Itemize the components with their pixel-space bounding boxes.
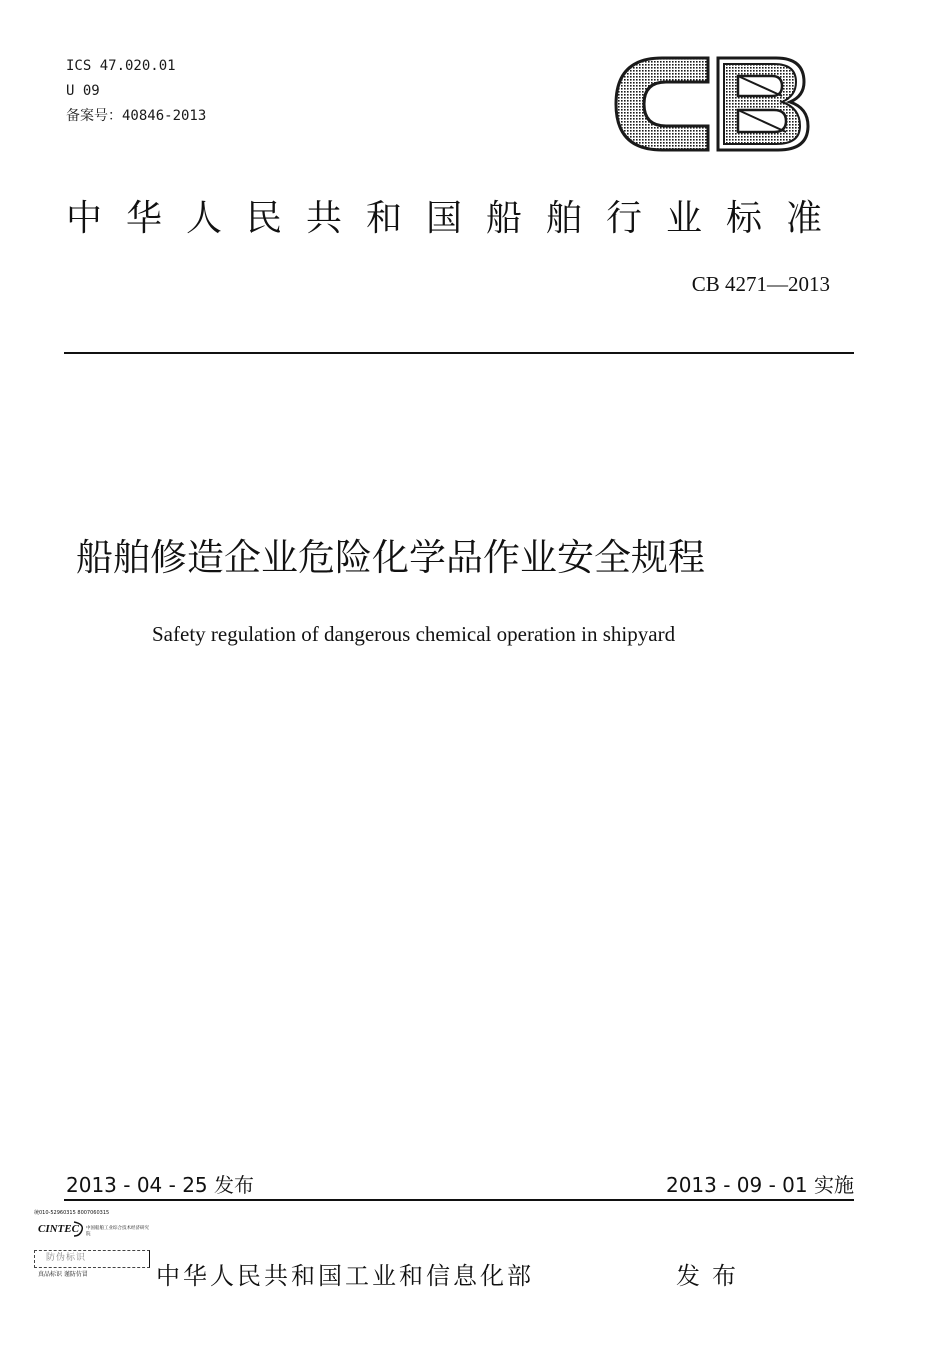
- anti-counterfeit-stamp: [32, 1208, 154, 1288]
- standard-number: CB 4271—2013: [691, 272, 830, 296]
- stamp-swoosh-icon: [72, 1220, 84, 1238]
- stamp-caption: 真品标识 谨防仿冒: [38, 1271, 88, 1278]
- stamp-label: 防伪标识: [46, 1253, 87, 1263]
- industry-standard-title: 中华人民共和国船舶行业标准: [66, 198, 847, 239]
- publisher-name: 中华人民共和国工业和信息化部: [156, 1262, 534, 1290]
- stamp-org: 中国船舶工业综合技术经济研究院: [86, 1226, 149, 1237]
- stamp-brand: CINTEC: [38, 1223, 79, 1235]
- ccs-code: U 09: [66, 83, 100, 99]
- document-title-cn: 船舶修造企业危险化学品作业安全规程: [76, 536, 705, 579]
- cb-logo: [612, 52, 812, 156]
- stamp-serial: 统010-52960315 8007060315: [34, 1210, 110, 1216]
- issue-date: 2013 - 04 - 25 发布: [66, 1173, 255, 1197]
- publish-label: 发布: [676, 1262, 748, 1290]
- ics-code: ICS 47.020.01: [66, 58, 176, 74]
- filing-number: 备案号：40846-2013: [66, 108, 207, 124]
- bottom-divider: [64, 1199, 854, 1201]
- document-title-en: Safety regulation of dangerous chemical operation in shipyard: [152, 622, 676, 646]
- top-divider: [64, 352, 854, 354]
- effective-date: 2013 - 09 - 01 实施: [665, 1173, 854, 1197]
